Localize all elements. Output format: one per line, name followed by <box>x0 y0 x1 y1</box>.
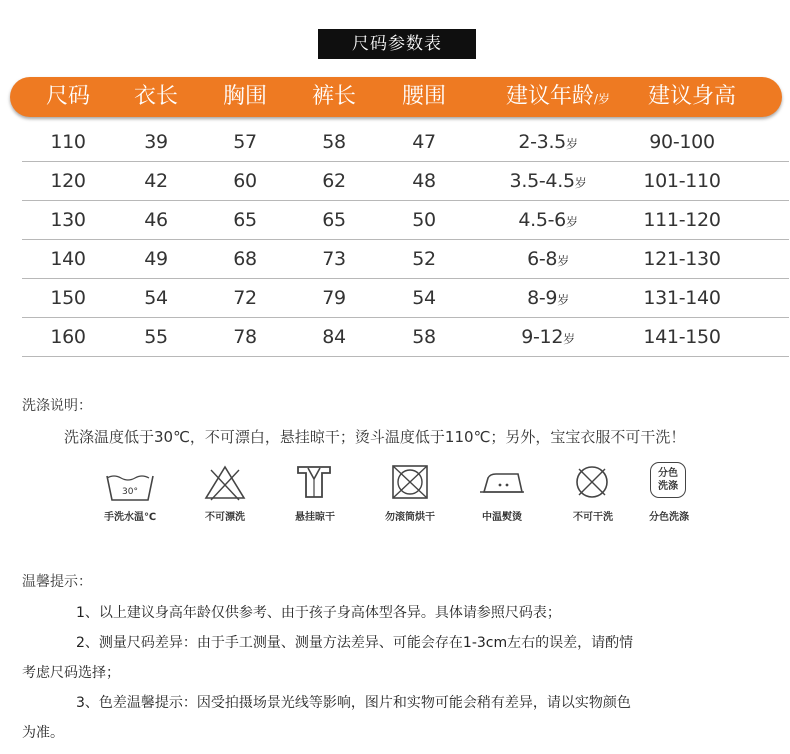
cell-value: 120 <box>50 170 86 192</box>
cell-value: 78 <box>233 326 257 348</box>
header-age-unit: /岁 <box>593 92 611 106</box>
header-waist: 腰围 <box>401 84 447 109</box>
cell-height <box>643 240 720 278</box>
tip-item-1: 1、以上建议身高年龄仅供参考、由于孩子身高体型各异。具体请参照尺码表； <box>76 605 561 621</box>
cell-waist <box>412 123 436 161</box>
cell-value: 65 <box>233 209 257 231</box>
tip-item-3: 3、色差温馨提示：因受拍摄场景光线等影响，图片和实物可能会稍有差异，请以实物颜色 <box>76 695 631 711</box>
cell-waist <box>412 201 436 239</box>
cell-chest <box>233 318 257 356</box>
cell-age <box>510 162 587 200</box>
cell-value: 140 <box>50 248 86 270</box>
separate-wash-caption: 分色洗涤 <box>649 512 689 523</box>
cell-size <box>50 318 85 356</box>
cell-value: 150 <box>50 287 86 309</box>
cell-value: 131-140 <box>643 287 721 309</box>
cell-height <box>643 279 720 317</box>
cell-value: 52 <box>412 248 436 270</box>
header-chest: 胸围 <box>222 84 268 109</box>
cell-height <box>643 318 720 356</box>
cell-value: 39 <box>144 131 168 153</box>
cell-value: 57 <box>233 131 257 153</box>
tips-label: 温馨提示： <box>22 574 92 590</box>
cell-age-unit: 岁 <box>574 176 587 190</box>
cell-age-unit: 岁 <box>563 332 575 346</box>
cell-value: 90-100 <box>649 131 715 153</box>
cell-height <box>643 201 720 239</box>
hand-wash-caption: 手洗水温℃ <box>103 512 157 523</box>
cell-value: 54 <box>144 287 168 309</box>
cell-length <box>144 240 168 278</box>
cell-chest <box>233 123 257 161</box>
cell-value: 68 <box>233 248 257 270</box>
no-tumble-dry-icon <box>388 462 432 502</box>
cell-pants-length <box>322 279 346 317</box>
cell-age-unit: 岁 <box>565 137 578 151</box>
cell-value: 58 <box>322 131 346 153</box>
cell-length <box>144 318 168 356</box>
cell-waist <box>412 279 436 317</box>
header-height: 建议身高 <box>647 84 737 109</box>
cell-waist <box>412 162 436 200</box>
cell-value: 3.5-4.5 <box>509 170 575 192</box>
cell-value: 62 <box>322 170 346 192</box>
cell-pants-length <box>322 201 346 239</box>
cell-pants-length <box>322 162 346 200</box>
cell-age <box>527 279 569 317</box>
cell-age <box>527 240 569 278</box>
cell-value: 8-9 <box>527 287 558 309</box>
cell-waist <box>412 318 436 356</box>
no-bleach-caption: 不可漂洗 <box>205 512 245 523</box>
cell-age <box>518 123 577 161</box>
table-row <box>22 201 789 240</box>
hand-wash-temp: 30° <box>122 487 138 497</box>
cell-size <box>50 162 85 200</box>
separate-wash-icon <box>650 462 686 498</box>
cell-value: 58 <box>412 326 436 348</box>
no-dry-clean-icon <box>572 462 612 502</box>
cell-size <box>50 123 85 161</box>
cell-age-unit: 岁 <box>557 254 569 268</box>
cell-value: 79 <box>322 287 346 309</box>
cell-size <box>50 201 85 239</box>
wash-label: 洗涤说明： <box>22 398 92 414</box>
tip-item-2: 2、测量尺码差异：由于手工测量、测量方法差异、可能会存在1-3cm左右的误差，请酌情 <box>76 635 634 651</box>
wash-text: 洗涤温度低于30℃，不可漂白，悬挂晾干；烫斗温度低于110℃；另外，宝宝衣服不可干洗！ <box>64 428 686 446</box>
cell-value: 47 <box>412 131 436 153</box>
no-tumble-dry-caption: 勿滚筒烘干 <box>385 512 435 523</box>
cell-length <box>144 162 168 200</box>
separate-wash-glyph-1: 分色 <box>658 468 678 479</box>
table-row <box>22 318 789 357</box>
cell-value: 4.5-6 <box>518 209 566 231</box>
cell-value: 65 <box>322 209 346 231</box>
medium-iron-caption: 中温熨烫 <box>482 512 522 523</box>
header-pants-length: 裤长 <box>311 84 357 109</box>
hang-dry-icon <box>294 463 334 501</box>
table-row <box>22 279 789 318</box>
cell-age-unit: 岁 <box>565 215 578 229</box>
cell-value: 130 <box>50 209 86 231</box>
cell-value: 2-3.5 <box>518 131 566 153</box>
header-size: 尺码 <box>45 84 91 109</box>
cell-pants-length <box>322 123 346 161</box>
table-row <box>22 123 789 162</box>
tip-item-2-cont: 考虑尺码选择； <box>22 665 120 681</box>
cell-value: 6-8 <box>527 248 558 270</box>
separate-wash-glyph-2: 洗涤 <box>658 481 678 492</box>
cell-value: 73 <box>322 248 346 270</box>
cell-length <box>144 123 168 161</box>
cell-pants-length <box>322 240 346 278</box>
cell-pants-length <box>322 318 346 356</box>
cell-chest <box>233 279 257 317</box>
cell-value: 160 <box>50 326 86 348</box>
cell-value: 49 <box>144 248 168 270</box>
cell-value: 55 <box>144 326 168 348</box>
table-row <box>22 240 789 279</box>
cell-length <box>144 201 168 239</box>
no-bleach-icon <box>203 464 247 502</box>
cell-size <box>50 279 85 317</box>
cell-value: 60 <box>233 170 257 192</box>
cell-value: 141-150 <box>643 326 721 348</box>
header-age <box>506 77 610 117</box>
cell-value: 110 <box>50 131 86 153</box>
tip-item-3-cont: 为准。 <box>22 725 64 741</box>
cell-height <box>643 162 720 200</box>
cell-value: 54 <box>412 287 436 309</box>
cell-age-unit: 岁 <box>557 293 569 307</box>
no-dry-clean-caption: 不可干洗 <box>573 512 613 523</box>
hang-dry-caption: 悬挂晾干 <box>295 512 335 523</box>
cell-age <box>518 201 577 239</box>
header-length: 衣长 <box>133 84 179 109</box>
cell-chest <box>233 201 257 239</box>
cell-length <box>144 279 168 317</box>
hand-wash-icon <box>104 472 156 504</box>
cell-chest <box>233 240 257 278</box>
cell-value: 42 <box>144 170 168 192</box>
cell-value: 46 <box>144 209 168 231</box>
cell-value: 121-130 <box>643 248 721 270</box>
cell-value: 48 <box>412 170 436 192</box>
cell-value: 111-120 <box>643 209 721 231</box>
cell-value: 50 <box>412 209 436 231</box>
medium-iron-icon <box>478 470 526 498</box>
page-title: 尺码参数表 <box>318 29 476 59</box>
cell-value: 84 <box>322 326 346 348</box>
cell-value: 72 <box>233 287 257 309</box>
cell-height <box>649 123 715 161</box>
cell-age <box>521 318 575 356</box>
cell-value: 9-12 <box>521 326 564 348</box>
table-row <box>22 162 789 201</box>
header-age-text: 建议年龄 <box>505 84 594 109</box>
cell-chest <box>233 162 257 200</box>
cell-size <box>50 240 85 278</box>
cell-value: 101-110 <box>643 170 721 192</box>
cell-waist <box>412 240 436 278</box>
table-header <box>10 77 782 117</box>
